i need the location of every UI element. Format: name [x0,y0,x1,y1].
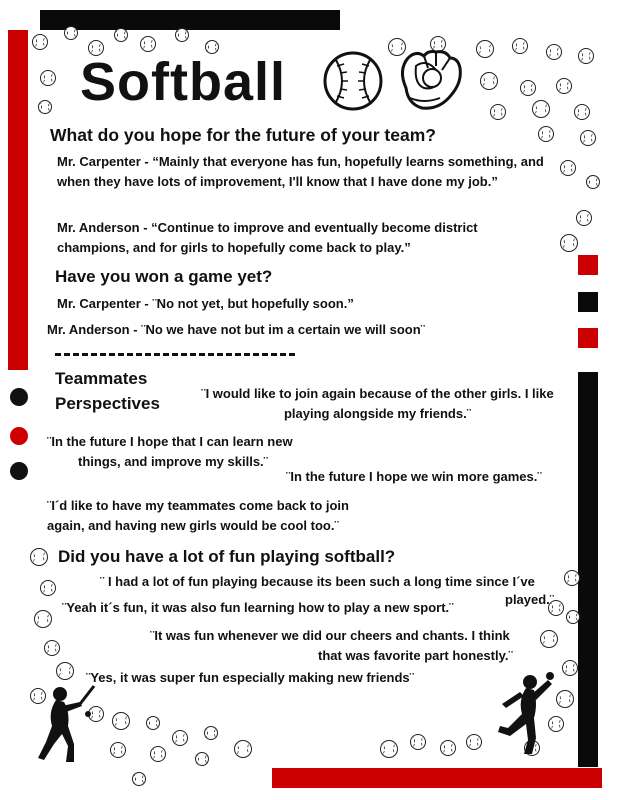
softball-icon [322,50,384,112]
answer-text: Mr. Carpenter - ¨No not yet, but hopefully soon.” [57,296,354,311]
quote-text: ¨Yes, it was super fun especially making new friends¨ [86,670,414,685]
batter-silhouette [32,682,102,768]
glove-icon [394,48,466,114]
red-square [578,328,598,348]
black-dot [10,388,28,406]
answer-text: Mr. Carpenter - “Mainly that everyone has fun, hopefully learns something, and when they have lots of improvement, I'll know that I have done my job.” [57,154,544,189]
right-black-bar [578,372,598,767]
question-heading: Did you have a lot of fun playing softball? [58,547,396,566]
quote-text: ¨I´d like to have my teammates come back to join again, and having new girls would be cool too.¨ [47,498,349,533]
question-heading: Have you won a game yet? [55,267,273,286]
quote-text: ¨I would like to join again because of the other girls. I like playing alongside my friends.¨ [201,386,554,421]
red-dot [10,427,28,445]
quote-text: played.¨ [505,592,555,607]
quote-text: ¨In the future I hope that I can learn new [47,434,293,449]
section-heading: Teammates [55,369,148,388]
section-heading: Perspectives [55,394,160,413]
dashed-divider [55,353,295,356]
answer-text: Mr. Anderson - ¨No we have not but im a certain we will soon¨ [47,322,426,337]
page-title: Softball [80,52,286,112]
quote-text: things, and improve my skills.¨ [78,454,268,469]
red-square [578,255,598,275]
black-dot [10,462,28,480]
black-square [578,292,598,312]
quote-text: ¨ I had a lot of fun playing because its been such a long time since I´ve [100,574,535,589]
quote-text: ¨It was fun whenever we did our cheers and chants. I think [150,628,510,643]
question-heading: What do you hope for the future of your team? [50,125,436,145]
top-black-bar [40,10,340,30]
quote-text: ¨In the future I hope we win more games.¨ [286,469,542,484]
pitcher-silhouette [490,668,558,758]
quote-text: ¨Yeah it´s fun, it was also fun learning how to play a new sport.¨ [62,600,454,615]
answer-text: Mr. Anderson - “Continue to improve and eventually become district champions, and for girls to hopefully come back to play.” [57,220,478,255]
left-red-bar [8,30,28,370]
bottom-red-bar [272,768,602,788]
quote-text: that was favorite part honestly.¨ [318,648,513,663]
